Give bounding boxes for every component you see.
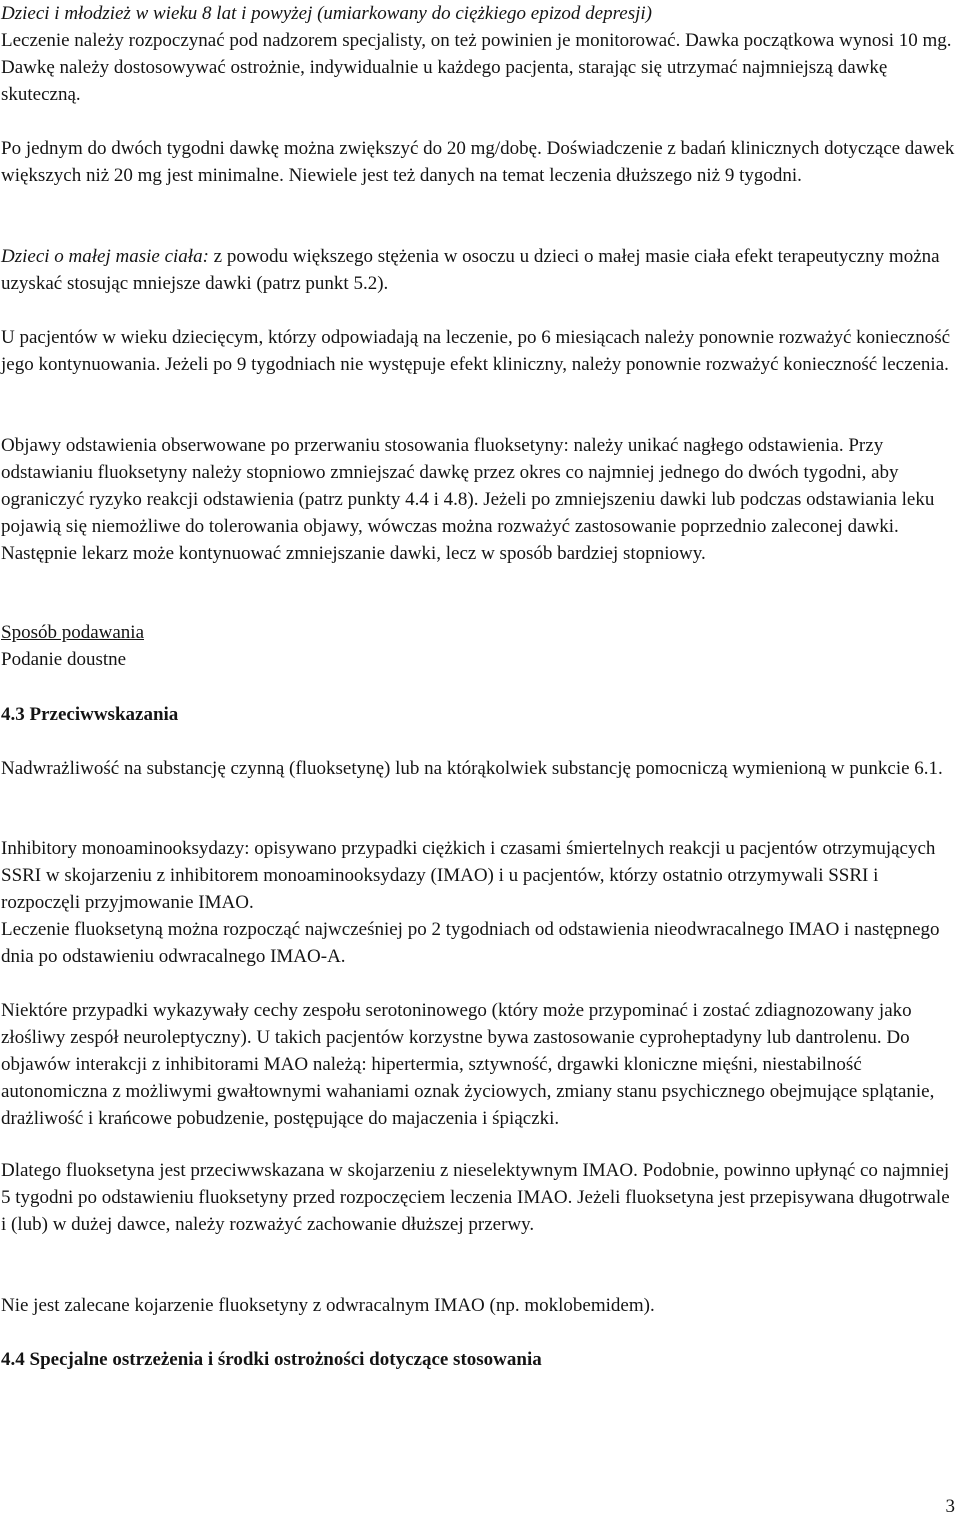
paragraph-maoi: Inhibitory monoaminooksydazy: opisywano przypadki ciężkich i czasami śmiertelnych reakcji u pacjentów otrzymujących SSRI w skojarzeniu z inhibitorem monoaminooksydazy (IMAO) i u pacjentów, którzy ostatnio otrzymywali SSRI i rozpoczęli przyjmowanie IMAO. (1, 838, 936, 913)
administration-heading: Sposób podawania (1, 622, 145, 643)
paragraph-children-dosing (1, 0, 956, 108)
paragraph-reversible-maoi: Nie jest zalecane kojarzenie fluoksetyny z odwracalnym IMAO (np. moklobemidem). (1, 1295, 655, 1316)
paragraph-serotonin: Niektóre przypadki wykazywały cechy zespołu serotoninowego (który może przypominać i zostać zdiagnozowany jako złośliwy zespół neuroleptyczny). U takich pacjentów korzystne bywa zastosowanie cyproheptadyny lub dantrolenu. Do objawów interakcji z inhibitorami MAO należą: hipertermia, sztywność, drgawki kloniczne mięśni, niestabilność autonomiczna z możliwymi gwałtownymi wahaniami oznak życiowych, zmiany stanu psychicznego obejmujące splątanie, drażliwość i krańcowe pobudzenie, postępujące do majaczenia i śpiączki. (1, 1000, 935, 1129)
low-weight-label: Dzieci o małej masie ciała: (1, 246, 209, 267)
administration-text: Podanie doustne (1, 649, 127, 670)
paragraph-continuation: U pacjentów w wieku dziecięcym, którzy odpowiadają na leczenie, po 6 miesiącach należy ponownie rozważyć konieczność jego kontynuowania. Jeżeli po 9 tygodniach nie występuje efekt kliniczny, należy ponownie rozważyć konieczność leczenia. (1, 327, 951, 375)
paragraph-dose-increase: Po jednym do dwóch tygodni dawkę można zwiększyć do 20 mg/dobę. Doświadczenie z badań klinicznych dotyczące dawek większych niż 20 mg jest minimalne. Niewiele jest też danych na temat leczenia dłuższego niż 9 tygodni. (1, 138, 955, 186)
paragraph-contraindication: Dlatego fluoksetyna jest przeciwwskazana w skojarzeniu z nieselektywnym IMAO. Podobnie, powinno upłynąć co najmniej 5 tygodni po odstawieniu fluoksetyny przed rozpoczęciem leczenia IMAO. Jeżeli fluoksetyna jest przepisywana długotrwale i (lub) w dużej dawce, należy rozważyć zachowanie dłuższej przerwy. (1, 1160, 950, 1235)
children-text: Leczenie należy rozpoczynać pod nadzorem specjalisty, on też powinien je monitorować. Dawka początkowa wynosi 10 mg. Dawkę należy dostosowywać ostrożnie, indywidualnie u każdego pacjenta, starając się utrzymać najmniejszą dawkę skuteczną. (1, 30, 952, 105)
paragraph-hypersensitivity: Nadwrażliwość na substancję czynną (fluoksetynę) lub na którąkolwiek substancję pomocniczą wymienioną w punkcie 6.1. (1, 758, 943, 779)
low-weight-text: z powodu większego stężenia w osoczu u dzieci o małej masie ciała efekt terapeutyczny można uzyskać stosując mniejsze dawki (patrz punkt 5.2). (1, 246, 940, 294)
section-heading-4-4: 4.4 Specjalne ostrzeżenia i środki ostrożności dotyczące stosowania (1, 1349, 542, 1370)
paragraph-withdrawal: Objawy odstawienia obserwowane po przerwaniu stosowania fluoksetyny: należy unikać nagłego odstawienia. Przy odstawianiu fluoksetyny należy stopniowo zmniejszać dawkę przez okres co najmniej jednego do dwóch tygodni, aby ograniczyć ryzyko reakcji odstawienia (patrz punkty 4.4 i 4.8). Jeżeli po zmniejszeniu dawki lub podczas odstawiania leku pojawią się niemożliwe do tolerowania objawy, wówczas można rozważyć zastosowanie poprzednio zaleconej dawki. Następnie lekarz może kontynuować zmniejszanie dawki, lecz w sposób bardziej stopniowy. (1, 435, 935, 564)
paragraph-maoi-timing: Leczenie fluoksetyną można rozpocząć najwcześniej po 2 tygodniach od odstawienia nieodwracalnego IMAO i następnego dnia po odstawieniu odwracalnego IMAO-A. (1, 919, 940, 967)
page-number: 3 (945, 1496, 955, 1517)
paragraph-low-weight (1, 243, 956, 297)
section-heading-4-3: 4.3 Przeciwwskazania (1, 704, 179, 725)
children-heading: Dzieci i młodzież w wieku 8 lat i powyżej (umiarkowany do ciężkiego epizod depresji) (1, 3, 652, 24)
